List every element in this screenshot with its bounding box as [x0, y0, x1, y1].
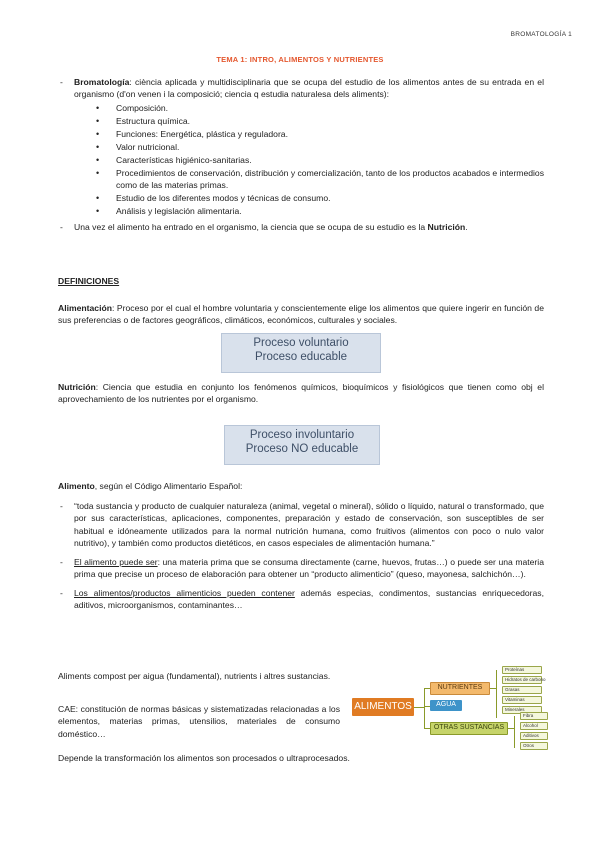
alimentacion-text: : Proceso por el cual el hombre voluntaria y conscientemente elige los alimentos que quiere ingerir en función de sus preferencias o de factores geográficos, climáticos, económicos, culturales y sociales.: [58, 303, 544, 326]
diagram-leaf-minerales: Minerales: [502, 706, 542, 714]
connector-line: [496, 670, 497, 718]
diagram-root-alimentos: ALIMENTOS: [352, 698, 414, 716]
diagram-leaf-grasas: Grasas: [502, 686, 542, 694]
alimentacion-paragraph: [58, 302, 544, 327]
connector-line: [424, 688, 425, 729]
bromatologia-term: Bromatología: [74, 77, 130, 87]
cae-paragraph: CAE: constitución de normas básicas y sistematizadas relacionadas a los elementos, materias primas, utensilios, materiales de consumo doméstico…: [58, 704, 340, 739]
diagram-leaf-aditivos: Aditivos: [520, 732, 548, 740]
box1-line2: Proceso educable: [254, 351, 348, 363]
diagram-leaf-vitaminas: Vitaminas: [502, 696, 542, 704]
puede-ser-label: El alimento puede ser: [74, 556, 158, 567]
nutricion-term: Nutrición: [58, 382, 96, 392]
definitions-title: DEFINICIONES: [58, 276, 120, 286]
puede-ser-item: [58, 556, 544, 581]
list-item: • Análisis y legislación alimentaria.: [58, 205, 544, 217]
list-item: • Procedimientos de conservación, distribución y comercialización, tanto de los productos acabados e intermedios como de las materias primas.: [58, 167, 544, 192]
list-item: • Estructura química.: [58, 115, 544, 127]
processing-paragraph: Depende la transformación los alimentos son procesados o ultraprocesados.: [58, 753, 350, 763]
diagram-leaf-alcohol: Alcohol: [520, 722, 548, 730]
list-item: • Características higiénico-sanitarias.: [58, 154, 544, 166]
alimento-text: , según el Código Alimentario Español:: [94, 481, 243, 491]
nutricion-paragraph: [58, 381, 544, 406]
alimento-heading: [58, 480, 544, 492]
contener-text: además especias, condimentos, sustancias enriquecedoras, aditivos, microorganismos, contaminantes…: [74, 587, 544, 611]
diagram-node-nutrientes: NUTRIENTES: [430, 682, 490, 695]
nutricion-intro-term: Nutrición: [427, 222, 466, 233]
list-item: • Funciones: Energética, plástica y reguladora.: [58, 128, 544, 140]
proceso-voluntario-box: [221, 333, 381, 373]
bromatologia-list: [58, 102, 544, 218]
page-title: TEMA 1: INTRO, ALIMENTOS Y NUTRIENTES: [216, 55, 384, 64]
box2-line1: Proceso involuntario: [249, 429, 355, 441]
diagram-leaf-otros: Otros: [520, 742, 548, 750]
diagram-node-agua: AGUA: [430, 700, 462, 711]
alimentacion-term: Alimentación: [58, 303, 112, 313]
list-item: • Estudio de los diferentes modos y técnicas de consumo.: [58, 192, 544, 204]
definitions-heading: [58, 275, 544, 287]
diagram-leaf-fibra: Fibra: [520, 712, 548, 720]
intro-section: [58, 76, 544, 234]
puede-ser-text: : una materia prima que se consuma directamente (carne, huevos, frutas…) o puede ser una materia prima que precise un proceso de elaboración para obtener un “producto alimenticio” (queso, mayonesa, salchichón…).: [74, 556, 544, 580]
connector-line: [514, 716, 515, 748]
box1-line1: Proceso voluntario: [253, 337, 349, 349]
proceso-involuntario-box: [224, 425, 380, 465]
contener-label: Los alimentos/productos alimenticios pueden contener: [74, 587, 295, 598]
alimento-term: Alimento: [58, 481, 95, 491]
page-header: BROMATOLOGÍA 1: [510, 31, 572, 38]
connector-line: [414, 707, 424, 708]
list-item: • Valor nutricional.: [58, 141, 544, 153]
diagram-node-otras: OTRAS SUSTANCIAS: [430, 722, 508, 735]
contener-item: [58, 587, 544, 612]
bromatologia-text: : ciència aplicada y multidisciplinaria que se ocupa del estudio de los alimentos antes de su entrada en el organismo (d'on venen i la composició; ciencia q estudia naturalesa dels aliments):: [74, 77, 544, 100]
bromatologia-definition: [58, 76, 544, 101]
nutricion-intro-end: .: [465, 222, 468, 233]
alimentos-diagram: [346, 662, 586, 762]
nutricion-text: : Ciencia que estudia en conjunto los fenómenos químicos, bioquímicos y fisiológicos que tienen como obj el aprovechamiento de los nutrientes por el organismo.: [58, 382, 544, 405]
nutricion-intro-text: Una vez el alimento ha entrado en el organismo, la ciencia que se ocupa de su estudio es la: [74, 222, 428, 233]
nutricion-intro: [58, 221, 544, 233]
alimento-details: [58, 500, 544, 612]
diagram-leaf-proteinas: Proteínas: [502, 666, 542, 674]
diagram-leaf-hidratos: Hidratos de carbono: [502, 676, 542, 684]
composition-paragraph: Aliments compost per aigua (fundamental), nutrients i altres sustancias.: [58, 671, 331, 681]
cae-quote: - “toda sustancia y producto de cualquier naturaleza (animal, vegetal o mineral), sólido o líquido, natural o transformado, que por sus características, aplicaciones, componentes, preparación y estado de conservación, son susceptibles de ser habitual e idóneamente utilizados para la normal nutrición humana, como fruitivos (alimentos con poco o nulo valor nutritivo), y también como productos dietéticos, en casos especiales de alimentación humana.”: [58, 500, 544, 550]
box2-line2: Proceso NO educable: [245, 443, 359, 455]
list-item: • Composición.: [58, 102, 544, 114]
